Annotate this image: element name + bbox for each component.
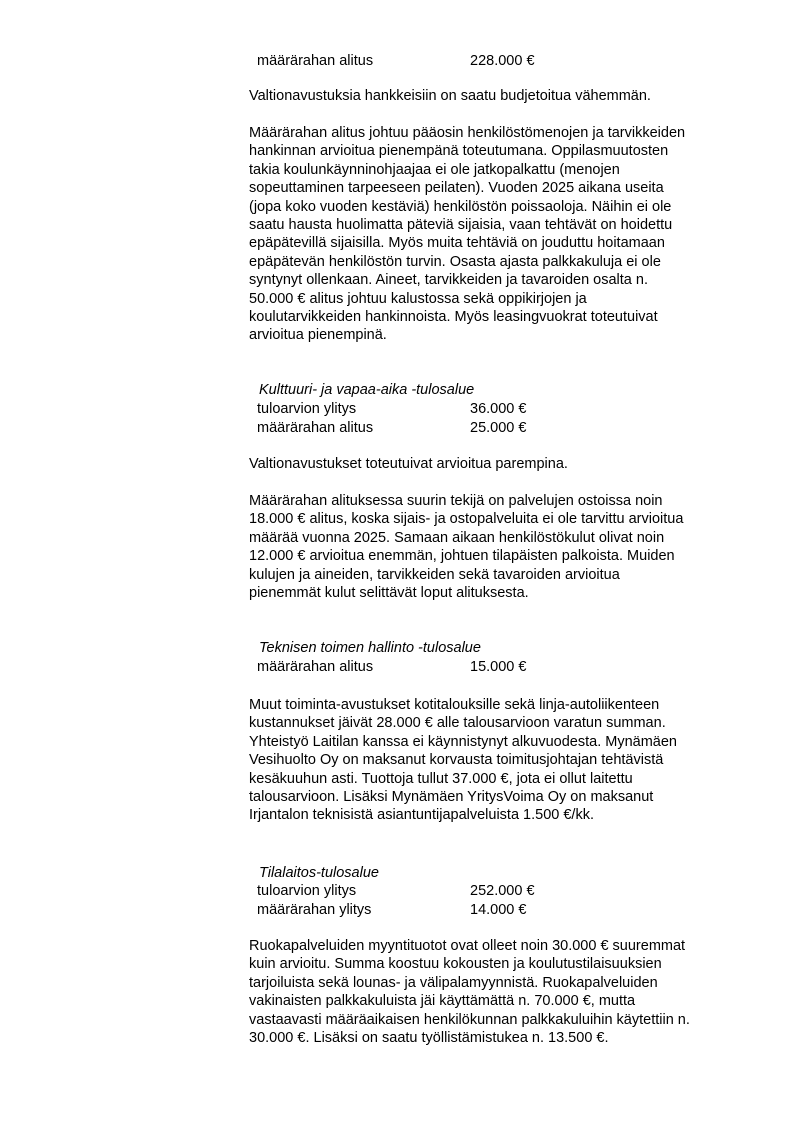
section-heading: Kulttuuri- ja vapaa-aika -tulosalue <box>259 382 475 398</box>
paragraph <box>249 492 749 602</box>
text-line: vakinaisten palkkakuluista jäi käyttämättä n. 70.000 €, mutta <box>249 993 636 1010</box>
text-line: Muut toiminta-avustukset kotitalouksille sekä linja-autoliikenteen <box>249 697 660 713</box>
text-line: 12.000 € arvioitua enemmän, johtuen tilapäisten palkoista. Muiden <box>249 548 675 565</box>
text-line: kustannukset jäivät 28.000 € alle talousarvioon varatun summan. <box>249 715 666 732</box>
text-line: Ruokapalveluiden myyntituotot ovat olleet noin 30.000 € suuremmat <box>249 938 686 954</box>
text-line: Määrärahan alitus johtuu pääosin henkilöstömenojen ja tarvikkeiden <box>249 125 686 141</box>
row-value: 25.000 € <box>470 420 527 436</box>
text-line: arvioitua pienempinä. <box>249 327 387 344</box>
text-line: tarjoiluista sekä lounas- ja välipalamyynnistä. Ruokapalveluiden <box>249 974 658 991</box>
text-line: määrää vuonna 2025. Samaan aikaan henkilöstökulut olivat noin <box>249 529 665 546</box>
text-line: Yhteistyö Laitilan kanssa ei käynnistynyt alkuvuodesta. Mynämäen <box>249 733 677 750</box>
text-line: vastaavasti määräaikaisen henkilökunnan palkkakuluihin käytettiin n. <box>249 1011 690 1028</box>
section-heading: Teknisen toimen hallinto -tulosalue <box>259 640 481 656</box>
text-line: 50.000 € alitus johtuu kalustossa sekä oppikirjojen ja <box>249 290 587 307</box>
text-line: 30.000 €. Lisäksi on saatu työllistämistukea n. 13.500 €. <box>249 1030 609 1047</box>
text-line: epäpätevillä sijaisilla. Myös muita tehtäviä on jouduttu hoitamaan <box>249 235 665 252</box>
text-line: kuin arvioitu. Summa koostuu kokousten ja koulutustilaisuuksien <box>249 956 662 973</box>
row-label: määrärahan alitus <box>257 53 374 69</box>
paragraph <box>249 87 749 105</box>
text-line: sopeuttaminen tarpeeseen peilaten). Vuoden 2025 aikana useita <box>249 180 664 197</box>
text-line: epäpätevän henkilöstön turvin. Osasta ajasta palkkakuluja ei ole <box>249 253 661 270</box>
text-line: kulujen ja aineiden, tarvikkeiden sekä tavaroiden arvioitua <box>249 566 620 583</box>
text-line: syntynyt ollenkaan. Aineet, tarvikkeiden ja tavaroiden osalta n. <box>249 272 648 289</box>
paragraph <box>249 696 749 825</box>
text-line: takia koulunkäynninohjaajaa ei ole jatkopalkattu (menojen <box>249 161 620 178</box>
paragraph <box>249 455 749 473</box>
text-line: hankinnan arvioitua pienempänä toteutumana. Oppilasmuutosten <box>249 143 669 160</box>
text-line: koulutarvikkeiden hankinnoista. Myös leasingvuokrat toteutuivat <box>249 309 658 326</box>
row-label: määrärahan alitus <box>257 659 374 675</box>
row-label: tuloarvion ylitys <box>257 883 357 899</box>
section-heading: Tilalaitos-tulosalue <box>259 865 379 881</box>
text-line: 18.000 € alitus, koska sijais- ja ostopalveluita ei ole tarvittu arvioitua <box>249 511 684 528</box>
paragraph <box>249 937 749 1047</box>
text-line: kesäkuuhun asti. Tuottoja tullut 37.000 €, jota ei ollut laitettu <box>249 770 633 787</box>
row-value: 36.000 € <box>470 401 527 417</box>
text-line: Valtionavustuksia hankkeisiin on saatu budjetoitua vähemmän. <box>249 88 651 104</box>
row-label: tuloarvion ylitys <box>257 401 357 417</box>
text-line: Vesihuolto Oy on maksanut korvausta toimitusjohtajan tehtävistä <box>249 752 664 769</box>
row-value: 14.000 € <box>470 902 527 918</box>
text-line: Irjantalon teknisistä asiantuntijapalveluista 1.500 €/kk. <box>249 807 594 824</box>
row-value: 15.000 € <box>470 659 527 675</box>
text-line: Määrärahan alituksessa suurin tekijä on palvelujen ostoissa noin <box>249 493 663 509</box>
text-line: pienemmät kulut selittävät loput alituksesta. <box>249 585 529 602</box>
row-label: määrärahan alitus <box>257 420 374 436</box>
text-line: talousarvioon. Lisäksi Mynämäen YritysVoima Oy on maksanut <box>249 789 654 806</box>
row-value: 228.000 € <box>470 53 535 69</box>
text-line: saatu hausta huolimatta päteviä sijaisia, vaan tehtävät on hoidettu <box>249 217 673 234</box>
paragraph <box>249 124 749 345</box>
row-value: 252.000 € <box>470 883 535 899</box>
row-label: määrärahan ylitys <box>257 902 372 918</box>
text-line: Valtionavustukset toteutuivat arvioitua parempina. <box>249 456 568 472</box>
text-line: (jopa koko vuoden kestäviä) henkilöstön poissaoloja. Näihin ei ole <box>249 198 672 215</box>
